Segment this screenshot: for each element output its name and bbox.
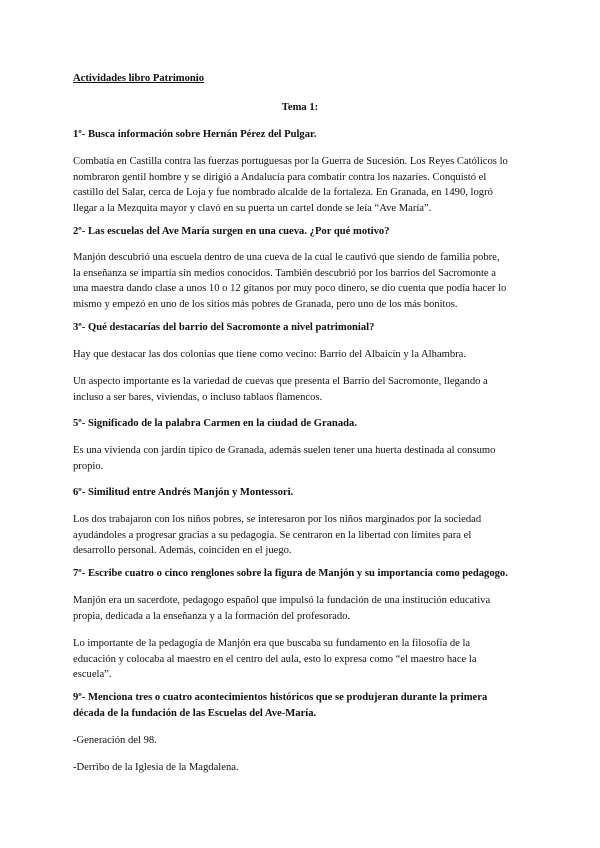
- question-3: 3º- Qué destacarías del barrio del Sacromonte a nivel patrimonial?: [73, 322, 375, 333]
- question-5: 5º- Significado de la palabra Carmen en la ciudad de Granada.: [73, 418, 357, 429]
- answer-3-paragraph-2: Un aspecto importante es la variedad de cuevas que presenta el Barrio del Sacromonte, llegando a incluso a ser bares, viviendas, o incluso tablaos flamencos.: [73, 376, 488, 403]
- question-1: 1º- Busca información sobre Hernán Pérez del Pulgar.: [73, 129, 317, 140]
- answer-3-paragraph-1: Hay que destacar las dos colonias que tiene como vecino: Barrio del Albaicín y la Alhambra.: [73, 349, 467, 360]
- question-6: 6º- Similitud entre Andrés Manjón y Montessori.: [73, 487, 294, 498]
- tema-heading: Tema 1:: [281, 102, 319, 113]
- answer-7-paragraph-2: Lo importante de la pedagogía de Manjón era que buscaba su fundamento en la filosofía de la educación y colocaba al maestro en el centro del aula, esto lo expresa como “el maestro hace la escuela”.: [73, 638, 477, 680]
- answer-9-item-1: -Generación del 98.: [73, 735, 157, 746]
- answer-6-paragraph: Los dos trabajaron con los niños pobres, se interesaron por los niños marginados por la sociedad ayudándoles a progresar gracias a su pedagogía. Se centraron en la libertad con límites para el desarrollo personal. Además, coinciden en el juego.: [73, 514, 482, 556]
- question-7: 7º- Escribe cuatro o cinco renglones sobre la figura de Manjón y su importancia como pedagogo.: [73, 568, 508, 579]
- answer-1-paragraph: Combatía en Castilla contra las fuerzas portuguesas por la Guerra de Sucesión. Los Reyes Católicos lo nombraron gentil hombre y se dirigió a Andalucía para combatir contra los nazaríes. Conquistó el castillo del Salar, cerca de Loja y fue nombrado alcalde de la fortaleza. En Granada, en 1490, logró llegar a la Mezquita mayor y clavó en su puerta un cartel donde se leía “Ave María”.: [73, 156, 508, 214]
- answer-2-paragraph: Manjón descubrió una escuela dentro de una cueva de la cual le cautivó que siendo de familia pobre, la enseñanza se impartía sin medios conocidos. También descubrió por los barrios del Sacromonte a una maestra dando clase a unos 10 o 12 gitanos por muy poco dinero, se dio cuenta que podía hacer lo mismo y empezó en uno de los sitios más pobres de Granada, pero uno de los más bonitos.: [73, 252, 507, 310]
- answer-7-paragraph-1: Manjón era un sacerdote, pedagogo español que impulsó la fundación de una institución educativa propia, dedicada a la enseñanza y a la formación del profesorado.: [73, 595, 491, 622]
- document-title: Actividades libro Patrimonio: [73, 73, 205, 84]
- question-9: 9º- Menciona tres o cuatro acontecimientos históricos que se produjeran durante la primera década de la fundación de las Escuelas del Ave-María.: [73, 692, 488, 719]
- question-2: 2º- Las escuelas del Ave María surgen en una cueva. ¿Por qué motivo?: [73, 226, 390, 237]
- answer-9-item-2: -Derribo de la Iglesia de la Magdalena.: [73, 762, 239, 773]
- answer-5-paragraph: Es una vivienda con jardín típico de Granada, además suelen tener una huerta destinada al consumo propio.: [73, 445, 496, 472]
